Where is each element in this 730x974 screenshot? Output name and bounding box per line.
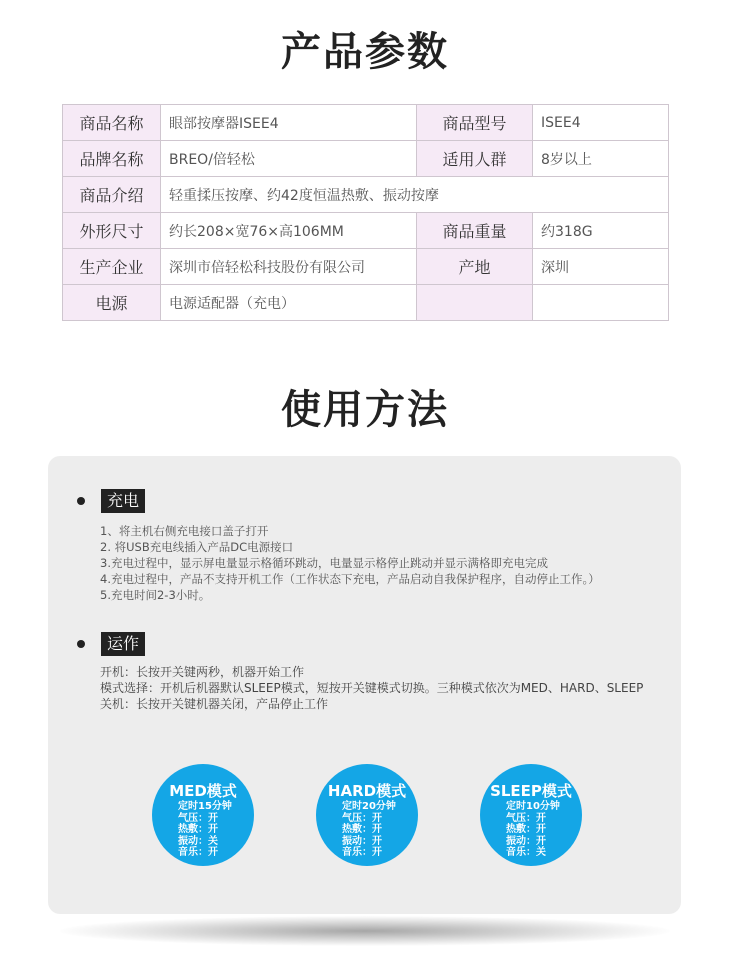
mode-detail: 振动：开 (342, 835, 382, 847)
param-label: 生产企业 (63, 249, 161, 285)
param-value: 8岁以上 (533, 141, 669, 177)
instruction-line: 关机：长按开关键机器关闭，产品停止工作 (100, 697, 329, 711)
charge-tag: 充电 (101, 489, 145, 513)
mode-detail: 热敷：开 (342, 824, 382, 835)
charge-instructions (100, 523, 600, 603)
param-label: 商品介绍 (63, 177, 161, 213)
param-label: 商品名称 (63, 105, 161, 141)
mode-detail: 气压：开 (178, 812, 218, 824)
param-value: BREO/倍轻松 (161, 141, 417, 177)
mode-details (178, 801, 232, 859)
bullet-icon (77, 497, 85, 505)
table-row (63, 249, 669, 285)
param-label: 商品型号 (417, 105, 533, 141)
mode-detail: 气压：开 (506, 812, 546, 824)
mode-details (342, 801, 396, 859)
mode-detail: 定时15分钟 (178, 801, 232, 812)
instruction-line: 开机：长按开关键两秒，机器开始工作 (100, 665, 305, 679)
param-value: 深圳市倍轻松科技股份有限公司 (161, 249, 417, 285)
param-value: 轻重揉压按摩、约42度恒温热敷、振动按摩 (161, 177, 669, 213)
param-value: 约318G (533, 213, 669, 249)
mode-detail: 热敷：开 (178, 824, 218, 835)
mode-detail: 振动：关 (178, 835, 218, 847)
mode-name: SLEEP模式 (490, 782, 572, 800)
mode-detail: 振动：开 (506, 835, 546, 847)
table-row (63, 213, 669, 249)
instruction-line: 5.充电时间2-3小时。 (100, 588, 211, 602)
mode-detail: 热敷：开 (506, 824, 546, 835)
param-value: 眼部按摩器ISEE4 (161, 105, 417, 141)
mode-circle-hard (316, 764, 418, 866)
param-value: 电源适配器（充电） (161, 285, 417, 321)
mode-detail: 定时10分钟 (506, 801, 560, 812)
param-label (417, 285, 533, 321)
table-row (63, 177, 669, 213)
mode-circle-med (152, 764, 254, 866)
param-value: ISEE4 (533, 105, 669, 141)
operation-instructions (100, 664, 643, 712)
panel-shadow (60, 916, 670, 946)
mode-details (506, 801, 560, 859)
instruction-line: 2. 将USB充电线插入产品DC电源接口 (100, 540, 294, 554)
params-table (62, 104, 669, 321)
mode-name: MED模式 (169, 782, 237, 800)
mode-detail: 音乐：开 (342, 847, 382, 858)
param-value (533, 285, 669, 321)
table-row (63, 105, 669, 141)
bullet-icon (77, 640, 85, 648)
param-label: 品牌名称 (63, 141, 161, 177)
param-label: 电源 (63, 285, 161, 321)
mode-name: HARD模式 (327, 782, 407, 800)
param-value: 深圳 (533, 249, 669, 285)
usage-title: 使用方法 (281, 387, 449, 433)
operation-tag: 运作 (101, 632, 145, 656)
mode-detail: 音乐：关 (506, 847, 546, 858)
mode-detail: 定时20分钟 (342, 801, 396, 812)
param-value: 约长208×宽76×高106MM (161, 213, 417, 249)
instruction-line: 1、将主机右侧充电接口盖子打开 (100, 524, 269, 538)
params-title: 产品参数 (281, 29, 449, 75)
instruction-line: 模式选择：开机后机器默认SLEEP模式，短按开关键模式切换。三种模式依次为MED、HARD、SLEEP (100, 681, 644, 695)
instruction-line: 3.充电过程中，显示屏电量显示格循环跳动，电量显示格停止跳动并显示满格即充电完成 (100, 556, 548, 570)
mode-circle-sleep (480, 764, 582, 866)
mode-detail: 气压：开 (342, 812, 382, 824)
param-label: 商品重量 (417, 213, 533, 249)
mode-detail: 音乐：开 (178, 847, 218, 858)
instruction-line: 4.充电过程中，产品不支持开机工作（工作状态下充电，产品启动自我保护程序，自动停止工作。） (100, 572, 600, 586)
table-row (63, 285, 669, 321)
param-label: 外形尺寸 (63, 213, 161, 249)
table-row (63, 141, 669, 177)
param-label: 适用人群 (417, 141, 533, 177)
param-label: 产地 (417, 249, 533, 285)
